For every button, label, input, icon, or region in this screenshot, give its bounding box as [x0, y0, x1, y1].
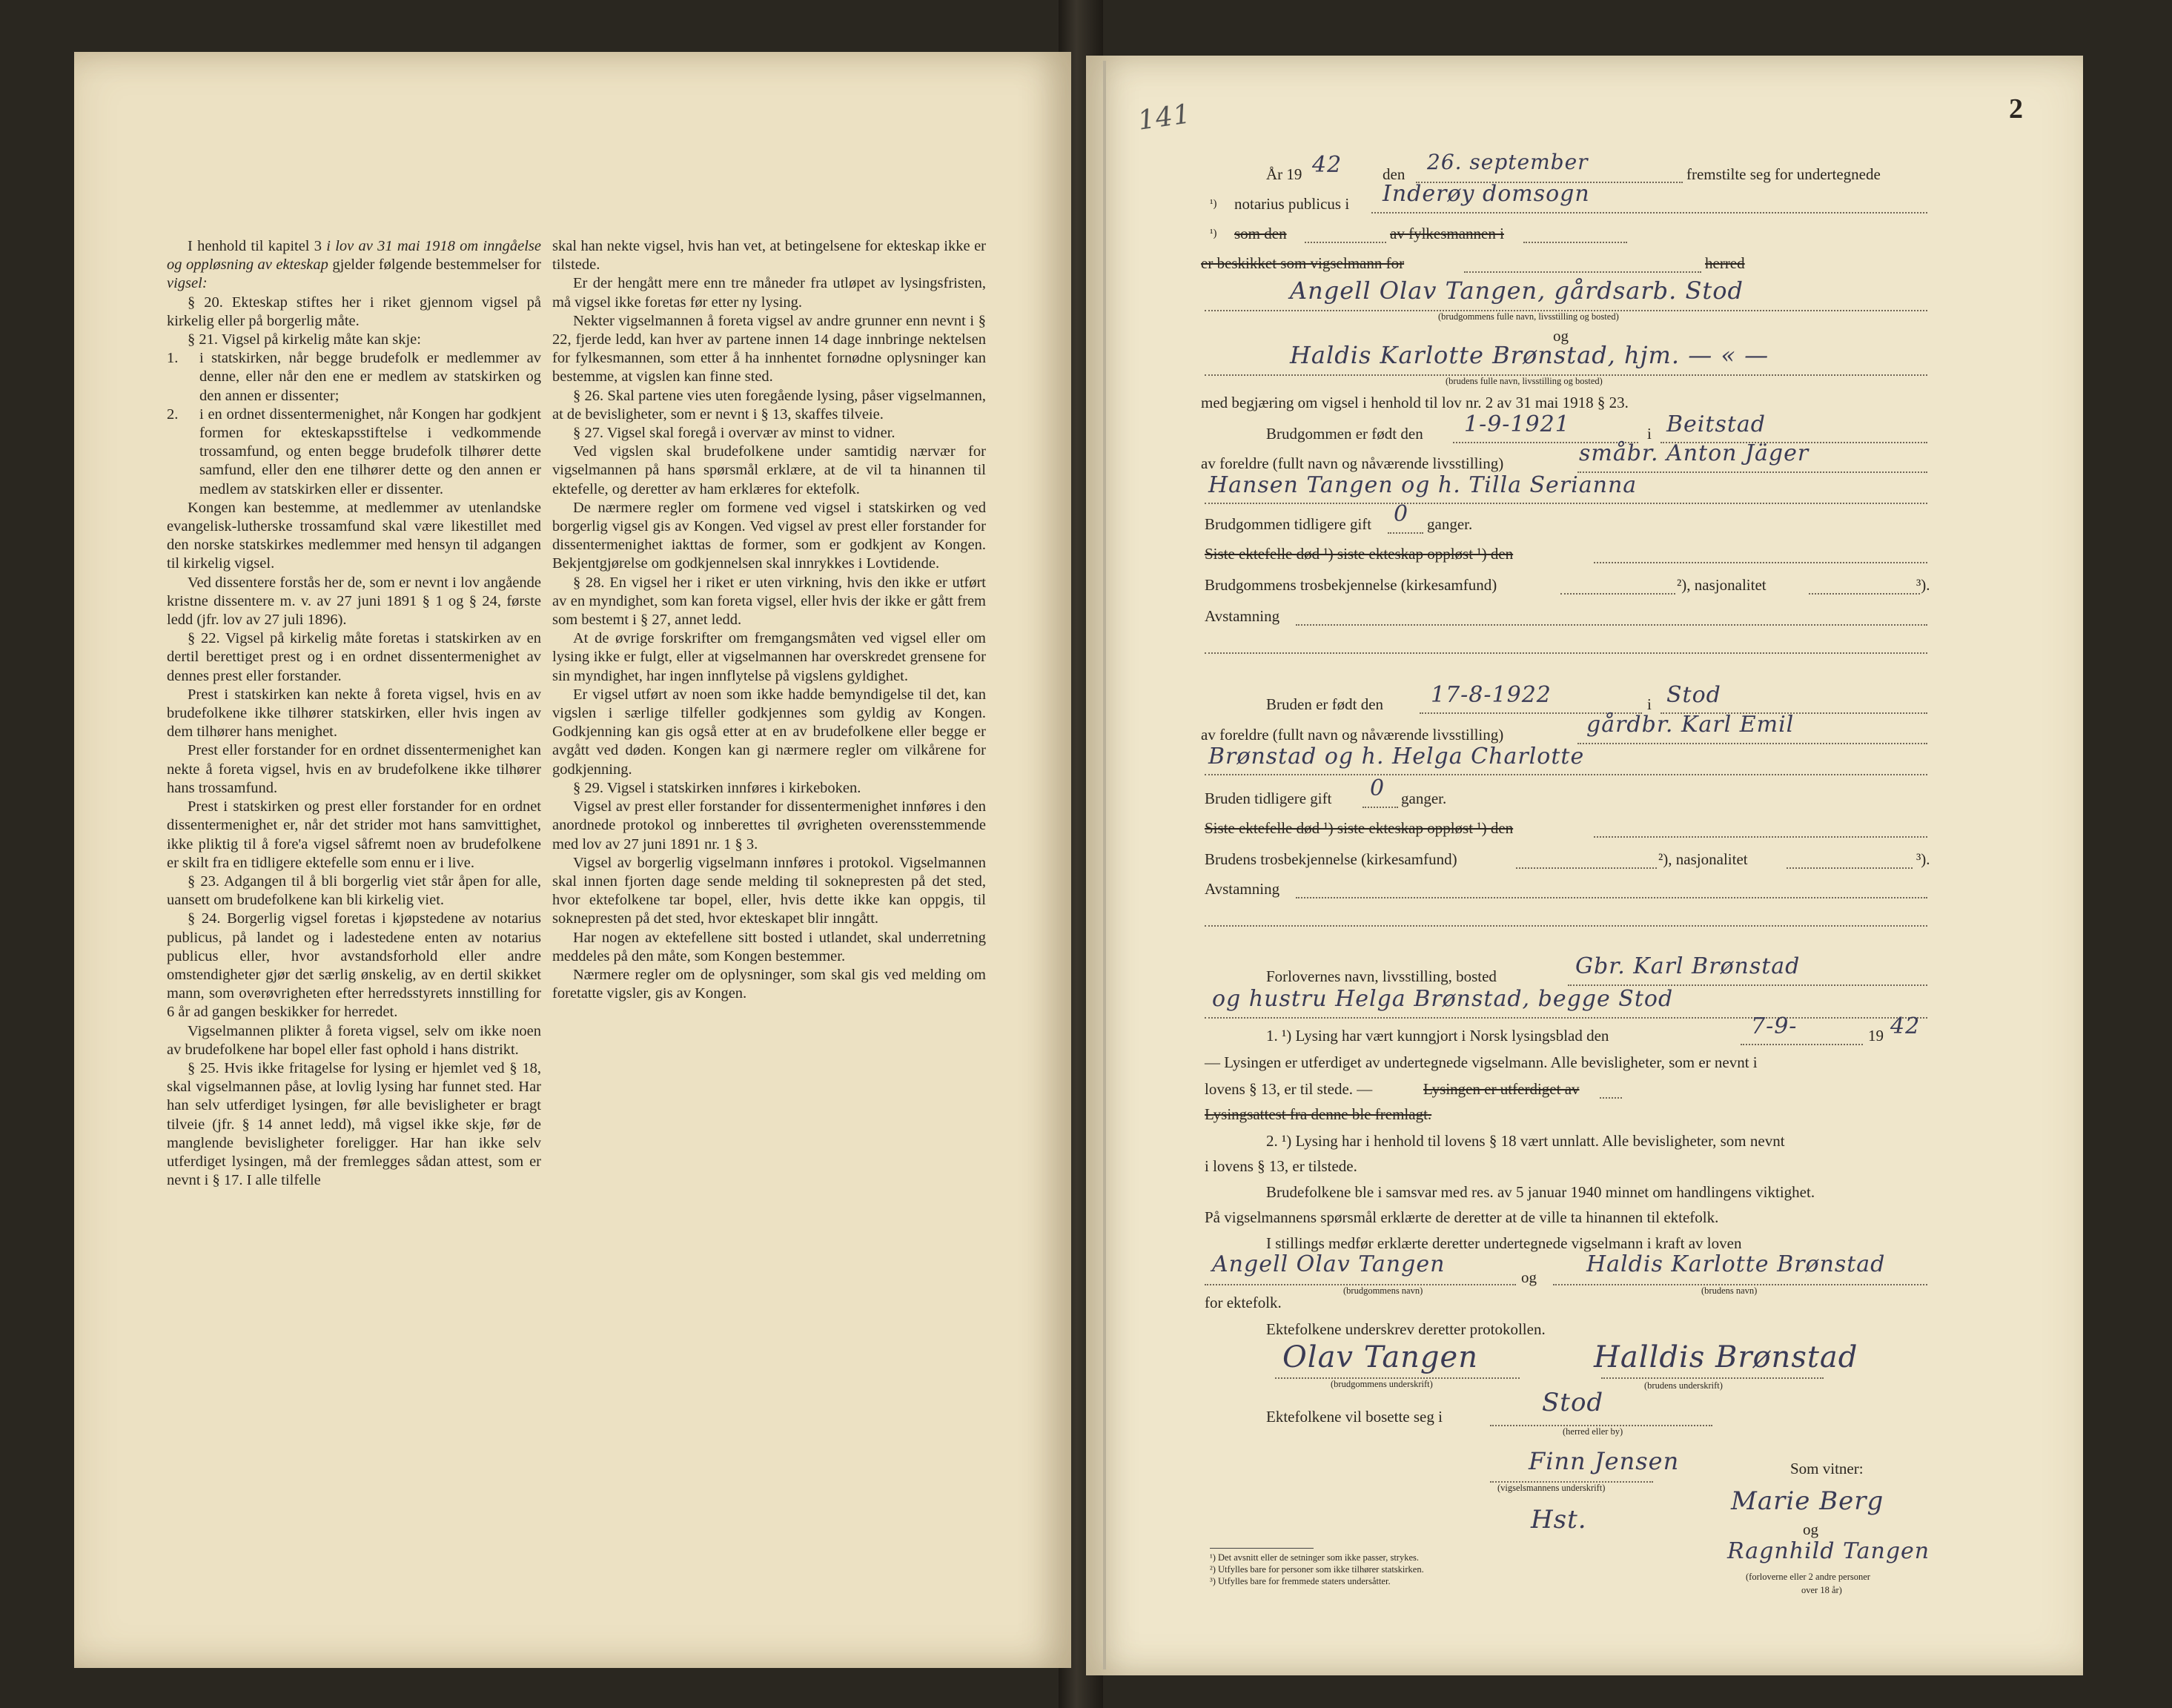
- bride-avst-line-2: [1205, 925, 1927, 927]
- law-paragraph: § 23. Adgangen til å bli borgerlig viet står åpen for alle, uansett om brudefolkene kan bli kirkelig viet.: [167, 873, 541, 909]
- groom-nasj-line: [1809, 593, 1920, 595]
- bride-parents-line-2: [1205, 774, 1927, 775]
- law-list-item: [167, 349, 541, 406]
- officiant-signature: Finn Jensen: [1529, 1447, 1680, 1475]
- groom-born-place: Beitstad: [1666, 411, 1766, 437]
- groom-parents-2: Hansen Tangen og h. Tilla Serianna: [1208, 472, 1638, 498]
- bride-born-date: 17-8-1922: [1431, 682, 1552, 708]
- bride-parents-1: gårdbr. Karl Emil: [1586, 712, 1795, 738]
- list-number: 2.: [167, 406, 179, 423]
- law-paragraph: skal han nekte vigsel, hvis han vet, at betingelsene for ekteskap ikke er tilstede.: [552, 238, 986, 274]
- groom-full-value: Angell Olav Tangen, gårdsarb. Stod: [1290, 277, 1744, 305]
- law-paragraph: Prest eller forstander for en ordnet dissentermenighet kan nekte å foreta vigsel, hvis en av brudefolkene ikke tilhører hans trossamfund.: [167, 742, 541, 796]
- intro-fragment: gjelder følgende bestemmelser for: [328, 256, 542, 274]
- groom-tro-label: Brudgommens trosbekjennelse (kirkesamfund): [1205, 576, 1497, 594]
- sporsmal-text: På vigselmannens spørsmål erklærte de deretter at de ville ta hinannen til ektefolk.: [1205, 1208, 1719, 1226]
- bride-prev-line: [1363, 807, 1398, 808]
- i-label: i: [1647, 695, 1652, 713]
- intro-fragment: i lov av 31 mai 1918 om inngåelse og oppløsning av ekteskap: [167, 238, 541, 274]
- bride-tro-line: [1516, 867, 1657, 869]
- lysing-date-line: [1741, 1044, 1863, 1045]
- i-label: i: [1647, 425, 1652, 443]
- beskikket-label: er beskikket som vigselmann for: [1201, 254, 1405, 272]
- footnote-ref: ¹): [1210, 198, 1217, 210]
- law-paragraph: Nekter vigselmannen å foreta vigsel av andre grunner enn nevnt i § 22, fjerde ledd, kan hver av partene innen 14 dage innbringe nektelsen for fylkesmannen, som etter å ha innhentet fornødne oplysninger kan bestemme, at vigslen kan finne sted.: [552, 312, 986, 385]
- groom-parents-label: av foreldre (fullt navn og nåværende livsstilling): [1201, 454, 1504, 472]
- lysing-date: 7-9-: [1751, 1013, 1798, 1039]
- og-label-3: og: [1803, 1520, 1818, 1538]
- bride-born-label: Bruden er født den: [1266, 695, 1384, 713]
- groom-name: Angell Olav Tangen: [1212, 1251, 1446, 1277]
- list-text: i en ordnet dissentermenighet, når Kongen har godkjent formen for ekteskapsstiftelse i vedkommende trossamfund, og enten begge brudefolk tilhører dette samfund, eller den ene tilhører dette og den annen er medlem av statskirken eller er dissenter.: [199, 406, 541, 497]
- beskikket-line: [1464, 271, 1701, 273]
- bride-born-place: Stod: [1666, 682, 1721, 708]
- bride-full-value: Haldis Karlotte Brønstad, hjm. — « —: [1290, 341, 1769, 369]
- forlovere-1: Gbr. Karl Brønstad: [1575, 953, 1801, 979]
- law-list-item: [167, 406, 541, 499]
- law-paragraph: Kongen kan bestemme, at medlemmer av utenlandske evangelisk-lutherske trossamfund skal være likestillet med den norske statskirkes medlemmer med hensyn til adgangen til kirkelig vigsel.: [167, 499, 541, 572]
- law-paragraph: § 25. Hvis ikke fritagelse for lysing er hjemlet ved § 18, skal vigselmannen påse, at lovlig lysing har funnet sted. Har han selv utferdiget lysingen, før alle bevisligheter er bragt tilveie (jfr. § 14 annet ledd), må vigsel ikke skje, før de manglende bevisligheter foreligger. Har han ikke selv utferdiget lysingen, må der fremlegges sådan attest, som er nevnt i § 17. I alle tilfelle: [167, 1059, 541, 1189]
- bosette-label: Ektefolkene vil bosette seg i: [1266, 1408, 1443, 1426]
- groom-prev-value: 0: [1394, 501, 1409, 527]
- footnote-rule: [1210, 1548, 1314, 1549]
- bride-full-caption: (brudens fulle navn, livsstilling og bosted): [1446, 376, 1603, 386]
- og-label: og: [1553, 327, 1569, 345]
- bride-siste-label: Siste ektefelle død ¹) siste ekteskap oppløst ¹) den: [1205, 819, 1514, 837]
- groom-tro-line: [1560, 593, 1675, 595]
- year-label: År 19: [1266, 165, 1302, 183]
- year-value: 42: [1312, 152, 1342, 178]
- lysing1-line-b: — Lysingen er utferdiget av undertegnede vigselmann. Alle bevisligheter, som er nevnt i: [1205, 1053, 1758, 1071]
- groom-nasjonalitet-label: ²), nasjonalitet: [1677, 576, 1767, 594]
- bride-tro-label: Brudens trosbekjennelse (kirkesamfund): [1205, 850, 1457, 868]
- groom-sig-caption: (brudgommens underskrift): [1331, 1379, 1433, 1389]
- footnote-ref: ¹): [1210, 228, 1217, 239]
- lysing-year: 42: [1890, 1013, 1921, 1039]
- ganger-label: ganger.: [1427, 515, 1473, 533]
- bride-prev-value: 0: [1370, 775, 1385, 801]
- groom-born-label: Brudgommen er født den: [1266, 425, 1423, 443]
- list-number: 1.: [167, 350, 179, 367]
- law-paragraph: Har nogen av ektefellene sitt bosted i utlandet, skal underretning meddeles på den måte, som Kongen bestemmer.: [552, 929, 986, 964]
- intro-fragment: I henhold til kapitel 3: [188, 238, 327, 254]
- witness-2: Ragnhild Tangen: [1727, 1538, 1930, 1564]
- fylkesmann-line: [1523, 242, 1627, 243]
- law-paragraph: § 24. Borgerlig vigsel foretas i kjøpstedene av notarius publicus, på landet og i ladestedene enten av notarius publicus eller, hvor avstandsforhold eller andre omstendigheter gjør det særlig ønskelig, av en dertil skikket mann, som overøvrigheten efter herredsstyrets innstilling for 6 år ad gangen beskikker for herredet.: [167, 910, 541, 1021]
- forlovere-line-2: [1205, 1017, 1927, 1019]
- lysing-19: 19: [1868, 1027, 1884, 1045]
- lysing1-line-d: Lysingsattest fra denne ble fremlagt.: [1205, 1105, 1432, 1123]
- forlovere-2: og hustru Helga Brønstad, begge Stod: [1212, 986, 1674, 1012]
- groom-prev-line: [1388, 532, 1423, 534]
- law-paragraph: § 21. Vigsel på kirkelig måte kan skje:: [188, 331, 421, 348]
- bride-signature: Halldis Brønstad: [1594, 1340, 1858, 1374]
- fn3: ³).: [1916, 850, 1930, 868]
- witness-1: Marie Berg: [1731, 1486, 1884, 1516]
- footnote-3: ³) Utfylles bare for fremmede staters undersåtter.: [1210, 1576, 1391, 1586]
- witness-caption-1: (forloverne eller 2 andre personer: [1746, 1572, 1870, 1582]
- law-paragraph: De nærmere regler om formene ved vigsel i statskirken og ved borgerlig vigsel gis av Kongen. Ved vigsel av prest eller forstander for dissentermenighet iakttas de former, som er godkjent av Kongen. Bekjentgjørelse om godkjennelsen skal innrykkes i Lovtidende.: [552, 499, 986, 572]
- law-paragraph: Ved dissentere forstås her de, som er nevnt i lov angående kristne dissentere m. v. av 27 juni 1891 § 1 og § 24, første ledd (jfr. lov av 27 juli 1896).: [167, 574, 541, 629]
- den-label: den: [1383, 165, 1405, 183]
- medfor-text: I stillings medfør erklærte deretter undertegnede vigselmann i kraft av loven: [1266, 1234, 1742, 1252]
- groom-siste-line: [1594, 562, 1927, 563]
- law-paragraph: Ved vigslen skal brudefolkene under samtidig nærvær for vigselmannen på hans spørsmål erklære, at de vil ta hinannen til ektefelle, og deretter av ham erklæres for ektefolk.: [552, 443, 986, 497]
- groom-avstamning-label: Avstamning: [1205, 607, 1280, 625]
- bride-sig-line: [1601, 1377, 1824, 1379]
- groom-avst-line-2: [1205, 652, 1927, 654]
- som-den-label: som den: [1234, 225, 1287, 242]
- groom-name-caption: (brudgommens navn): [1343, 1285, 1423, 1296]
- bride-sig-caption: (brudens underskrift): [1644, 1380, 1723, 1391]
- lysing1-c-line: [1600, 1097, 1622, 1099]
- notarius-place: Inderøy domsogn: [1383, 181, 1590, 207]
- notarius-label: notarius publicus i: [1234, 195, 1350, 213]
- officiant-caption: (vigselsmannens underskrift): [1497, 1483, 1606, 1493]
- law-paragraph: Vigsel av borgerlig vigselmann innføres i protokol. Vigselmannen skal innen fjorten dage sende melding til soknepresten på det sted, hvor ektefolkene tar bopel, eller, hvis dette ikke kan oppgis, til soknepresten på det sted, hvor ekteskapet blir inngått.: [552, 854, 986, 927]
- law-text-column-1: [167, 237, 541, 1190]
- lysing1-line-c: lovens § 13, er til stede. —: [1205, 1080, 1373, 1098]
- fn3: ³).: [1916, 576, 1930, 594]
- groom-parents-1: småbr. Anton Jäger: [1579, 440, 1810, 466]
- list-text: i statskirken, når begge brudefolk er medlemmer av denne, eller når den ene er medlem av statskirken og den annen er dissenter;: [199, 350, 541, 404]
- law-paragraph: Er vigsel utført av noen som ikke hadde bemyndigelse til det, kan vigslen i særlige tilfeller godkjennes som gyldig av Kongen. Godkjenning kan gis også etter at en av brudefolkene eller begge er avgått ved døden. Kongen kan gi nærmere regler om vilkårene for godkjenning.: [552, 686, 986, 778]
- bride-name: Haldis Karlotte Brønstad: [1586, 1251, 1886, 1277]
- herred-by-caption: (herred eller by): [1563, 1426, 1623, 1437]
- groom-prev-label: Brudgommen tidligere gift: [1205, 515, 1372, 533]
- intro-fragment: vigsel:: [167, 275, 208, 292]
- groom-parents-line-2: [1205, 503, 1927, 504]
- og-label-2: og: [1521, 1268, 1537, 1286]
- bride-nasjonalitet-label: ²), nasjonalitet: [1658, 850, 1748, 868]
- begjaering-text: med begjæring om vigsel i henhold til lov nr. 2 av 31 mai 1918 § 23.: [1201, 394, 1629, 411]
- notarius-line: [1371, 212, 1927, 214]
- fylkesmann-label: av fylkesmannen i: [1390, 225, 1504, 242]
- margin-note: 141: [1136, 99, 1193, 136]
- footnote-1: ¹) Det avsnitt eller de setninger som ikke passer, strykes.: [1210, 1552, 1419, 1563]
- page-number: 2: [2009, 93, 2023, 125]
- groom-full-caption: (brudgommens fulle navn, livsstilling og bosted): [1438, 311, 1619, 322]
- som-vitner-label: Som vitner:: [1790, 1460, 1864, 1477]
- ganger-label: ganger.: [1401, 790, 1447, 807]
- law-paragraph: Prest i statskirken og prest eller forstander for en ordnet dissentermenighet er, når det strider mot hans samvittighet, ikke pliktig til å fore'a vigsel såfremt noen av brudefolkene er skilt fra en tidligere ektefelle som ennu er i live.: [167, 798, 541, 871]
- for-ektefolk: for ektefolk.: [1205, 1294, 1282, 1311]
- footnote-2: ²) Utfylles bare for personer som ikke tilhører statskirken.: [1210, 1564, 1424, 1575]
- bride-avstamning-label: Avstamning: [1205, 880, 1280, 898]
- groom-siste-label: Siste ektefelle død ¹) siste ekteskap oppløst ¹) den: [1205, 545, 1514, 563]
- law-paragraph: Er der hengått mere enn tre måneder fra utløpet av lysingsfristen, må vigsel ikke foretas før etter ny lysing.: [552, 275, 986, 311]
- bride-siste-line: [1594, 836, 1927, 838]
- law-paragraph: § 20. Ekteskap stiftes her i riket gjennom vigsel på kirkelig eller på borgerlig måte.: [167, 294, 541, 329]
- bride-parents-line-1: [1577, 743, 1927, 744]
- lysing2-text: 2. ¹) Lysing har i henhold til lovens § 18 vært unnlatt. Alle bevisligheter, som nevnt: [1266, 1132, 1785, 1150]
- law-paragraph: § 22. Vigsel på kirkelig måte foretas i statskirken av en dertil berettiget prest og i en ordnet dissentermenighet av dennes prest eller forstander.: [167, 630, 541, 684]
- groom-born-date: 1-9-1921: [1464, 411, 1570, 437]
- fremstilte-label: fremstilte seg for undertegnede: [1686, 165, 1881, 183]
- samsvar-text: Brudefolkene ble i samsvar med res. av 5 januar 1940 minnet om handlingens viktighet.: [1266, 1183, 1815, 1201]
- law-paragraph: Prest i statskirken kan nekte å foreta vigsel, hvis en av brudefolkene ikke tilhører statskirken, eller hvis ingen av dem tilhører hans menighet.: [167, 686, 541, 741]
- footnotes: [1210, 1552, 1424, 1587]
- law-paragraph: Vigsel av prest eller forstander for dissentermenighet innføres i den anordnede protokol og innberettes til øvrigheten overensstemmende med lov av 27 juni 1891 nr. 1 § 3.: [552, 798, 986, 853]
- bride-name-caption: (brudens navn): [1701, 1285, 1758, 1296]
- som-den-line: [1305, 242, 1386, 243]
- herred-label: herred: [1705, 254, 1745, 272]
- law-paragraph: Vigselmannen plikter å foreta vigsel, selv om ikke noen av brudefolkene har bopel eller fast ophold i hans distrikt.: [167, 1022, 541, 1058]
- underskrev-text: Ektefolkene underskrev deretter protokollen.: [1266, 1320, 1546, 1338]
- bride-prev-label: Bruden tidligere gift: [1205, 790, 1332, 807]
- lysing1-line-c-struck: Lysingen er utferdiget av: [1423, 1080, 1580, 1098]
- law-text-column-2: [552, 237, 986, 1003]
- bride-avst-line-1: [1296, 897, 1927, 898]
- law-paragraph: § 28. En vigsel her i riket er uten virkning, hvis den ikke er utført av en myndighet, som kan foreta vigsel, eller hvis der ikke er gått frem som bestemt i § 27, annet ledd.: [552, 574, 986, 629]
- bride-parents-2: Brønstad og h. Helga Charlotte: [1208, 744, 1585, 769]
- groom-signature: Olav Tangen: [1282, 1340, 1478, 1374]
- bride-parents-label: av foreldre (fullt navn og nåværende livsstilling): [1201, 726, 1504, 744]
- groom-avst-line-1: [1296, 624, 1927, 626]
- lysing2-line-b: i lovens § 13, er tilstede.: [1205, 1157, 1357, 1175]
- bride-nasj-line: [1787, 867, 1913, 869]
- forlovere-label: Forlovernes navn, livsstilling, bosted: [1266, 967, 1497, 985]
- officiant-title: Hst.: [1531, 1505, 1587, 1535]
- witness-caption-2: over 18 år): [1801, 1585, 1842, 1595]
- bosette-place: Stod: [1542, 1388, 1604, 1417]
- law-paragraph: § 27. Vigsel skal foregå i overvær av minst to vidner.: [573, 425, 895, 442]
- lysing1-text: 1. ¹) Lysing har vært kunngjort i Norsk lysingsblad den: [1266, 1027, 1609, 1045]
- law-paragraph: § 29. Vigsel i statskirken innføres i kirkeboken.: [573, 779, 861, 796]
- page-edge: [1103, 61, 1106, 1669]
- law-paragraph: § 26. Skal partene vies uten foregående lysing, påser vigselmannen, at de bevisligheter, som er nevnt i § 13, skaffes tilveie.: [552, 387, 986, 423]
- date-value: 26. september: [1427, 150, 1589, 174]
- law-intro: [167, 237, 541, 294]
- law-paragraph: At de øvrige forskrifter om fremgangsmåten ved vigsel eller om lysing ikke er fulgt, eller at vigselmannen har overskredet grensene for sin myndighet, har ingen innflytelse på vigslens gyldighet.: [552, 630, 986, 684]
- law-paragraph: Nærmere regler om de oplysninger, som skal gis ved melding om foretatte vigsler, gis av Kongen.: [552, 966, 986, 1002]
